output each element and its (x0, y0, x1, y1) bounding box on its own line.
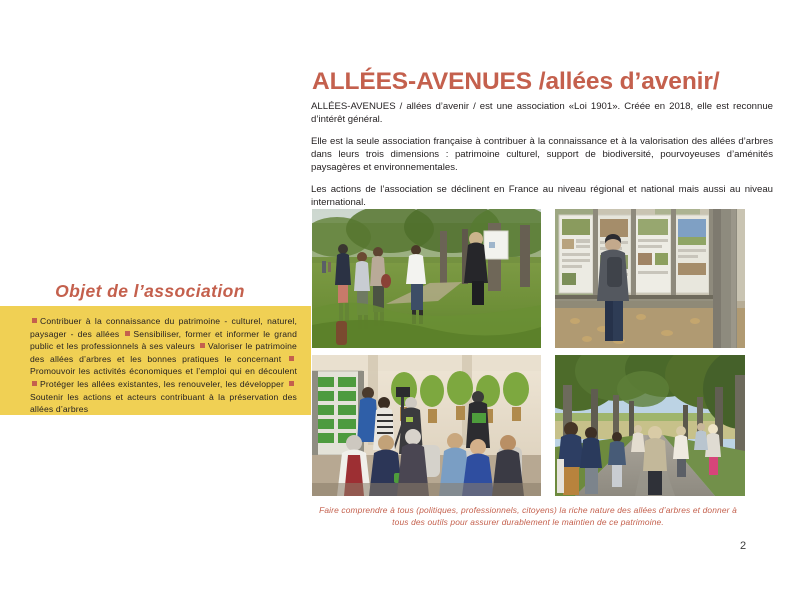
intro-paragraph-3: Les actions de l’association se déclinent en France au niveau régional et national mais aussi au niveau international. (311, 184, 773, 208)
page-title: ALLÉES-AVENUES /allées d’avenir/ (312, 68, 720, 96)
page-number: 2 (740, 540, 747, 552)
photo-field-visit-image (312, 209, 541, 348)
introduction-text-block (311, 100, 773, 209)
purpose-item-4: Promouvoir les activités économiques et l’emploi qui en découlent (30, 366, 297, 377)
purpose-item-1: Contribuer à la connaissance du patrimoine - culturel, naturel, paysager - des allées (30, 316, 297, 339)
photo-tree-lined-road-image (555, 355, 745, 496)
gallery-caption: Faire comprendre à tous (politiques, professionnels, citoyens) la riche nature des allées d’arbres et donner à tous des outils pour assurer durablement le maintien de ce patrimoine. (319, 505, 737, 527)
photo-conference (312, 355, 541, 496)
bullet-square-icon (289, 381, 294, 386)
bullet-square-icon (125, 331, 130, 336)
bullet-square-icon (32, 318, 37, 323)
intro-paragraph-2: Elle est la seule association française à contribuer à la connaissance et à la valorisation des allées d’arbres dans leurs trois dimensions : patrimoine culturel, support de biodiversité, pourvoyeuses d’aménités paysagères et environnementales. (311, 136, 773, 173)
intro-paragraph-1: ALLÉES-AVENUES / allées d’avenir / est une association «Loi 1901». Créée en 2018, elle est reconnue d’intérêt général. (311, 101, 773, 125)
sidebar-heading: Objet de l’association (55, 281, 245, 301)
association-purpose-panel (0, 306, 311, 415)
photo-outdoor-exhibition-image (555, 209, 745, 348)
purpose-item-3: Valoriser le patrimoine des allées d’arbres et les bonnes pratiques le concernant (30, 341, 297, 364)
bullet-square-icon (32, 381, 37, 386)
association-purpose-list (30, 315, 297, 416)
bullet-square-icon (289, 356, 294, 361)
photo-field-visit (312, 209, 541, 348)
purpose-item-5: Protéger les allées existantes, les renouveler, les développer (40, 378, 284, 389)
purpose-item-6: Soutenir les actions et acteurs contribuant à la préservation des allées d’arbres (30, 391, 297, 415)
photo-conference-image (312, 355, 541, 496)
bullet-square-icon (200, 343, 205, 348)
purpose-item-2: Sensibiliser, former et informer le grand public et les professionnels à ses valeurs (30, 328, 298, 352)
photo-tree-lined-road (555, 355, 745, 496)
photo-outdoor-exhibition (555, 209, 745, 348)
